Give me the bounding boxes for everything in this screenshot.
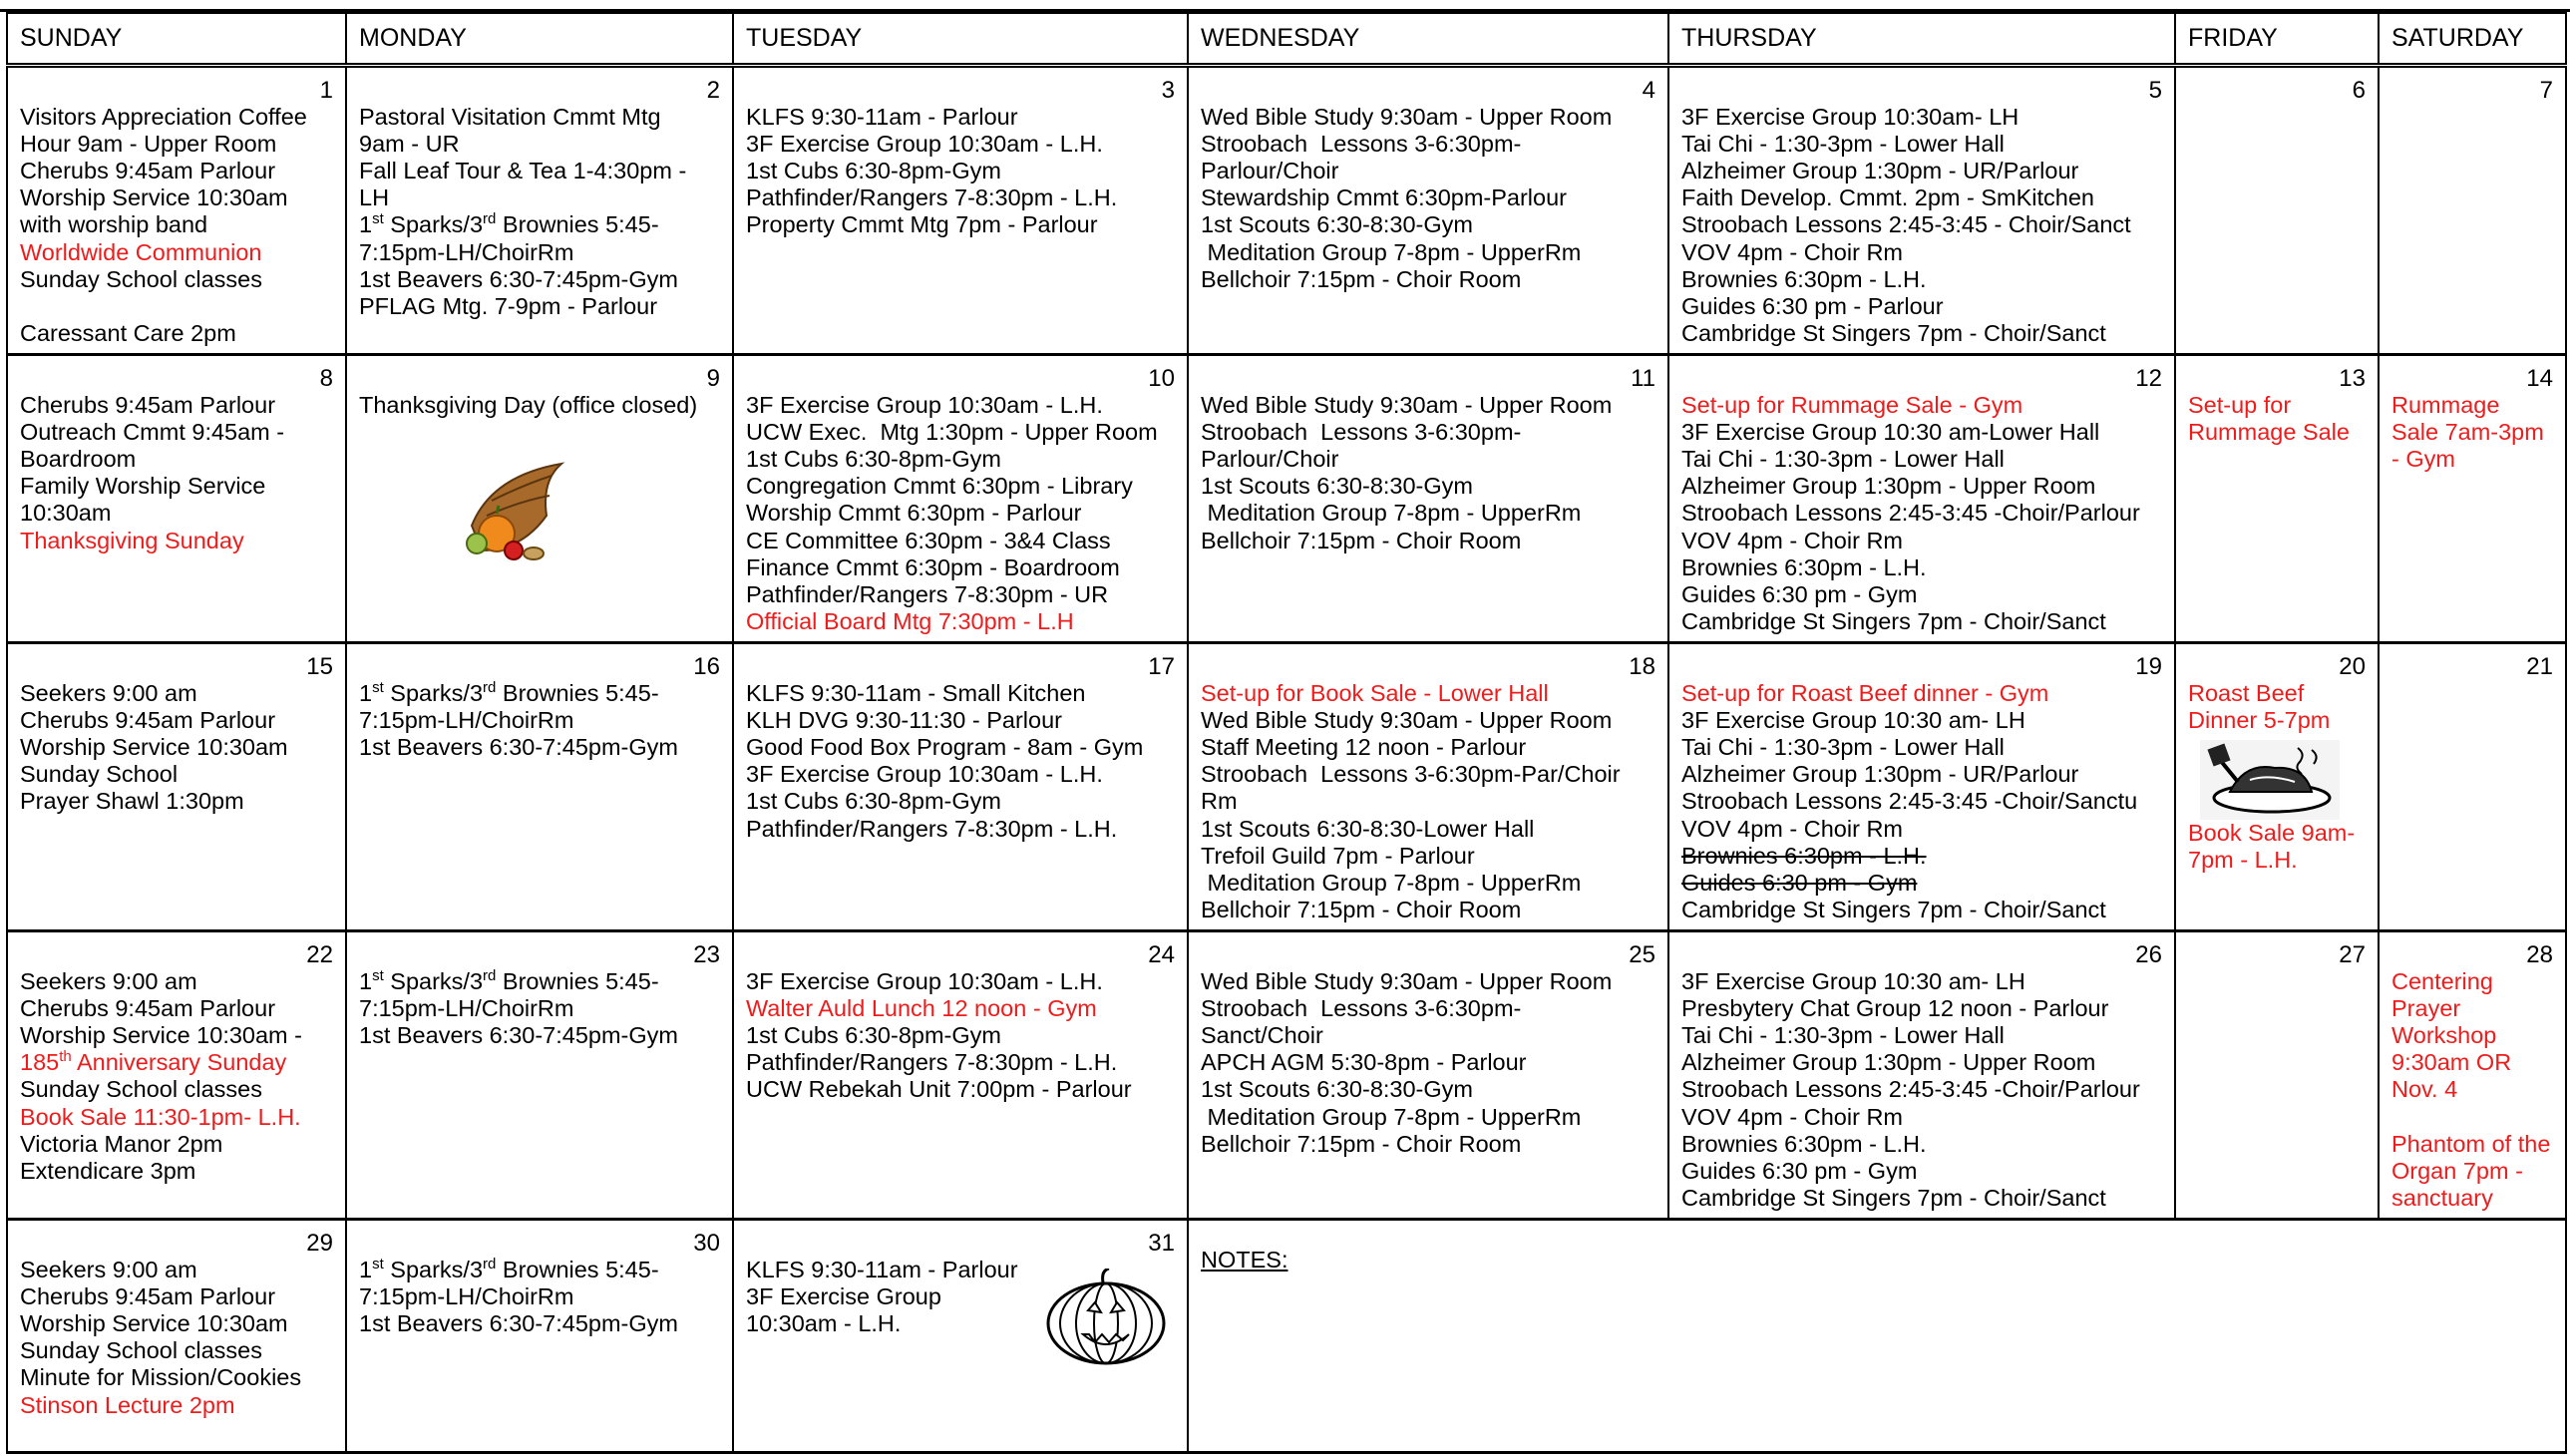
day-cell: [2175, 642, 2379, 930]
day-header-friday: FRIDAY: [2175, 13, 2379, 65]
calendar-event: Stinson Lecture 2pm: [20, 1391, 235, 1418]
calendar-event: Cambridge St Singers 7pm - Choir/Sanct: [1681, 897, 2106, 923]
calendar-event: Thanksgiving Day (office closed): [359, 391, 698, 418]
day-number: 23: [693, 940, 720, 968]
calendar-event: Alzheimer Group 1:30pm - Upper Room: [1681, 473, 2096, 500]
calendar-event: KLH DVG 9:30-11:30 - Parlour: [746, 706, 1062, 733]
day-number: 19: [2135, 652, 2162, 680]
calendar-event: Cambridge St Singers 7pm - Choir/Sanct: [1681, 1185, 2106, 1212]
calendar-event: Cherubs 9:45am Parlour: [20, 706, 276, 733]
day-number: 27: [2339, 940, 2366, 968]
calendar-event: Seekers 9:00 am: [20, 1256, 197, 1282]
calendar-event: Staff Meeting 12 noon - Parlour: [1201, 733, 1527, 760]
ordinal-suffix: st: [372, 210, 384, 228]
day-number: 17: [1148, 652, 1175, 680]
calendar-event: KLFS 9:30-11am - Parlour: [746, 1256, 1018, 1282]
event-text: Anniversary Sunday: [71, 1049, 287, 1076]
calendar-event: Sunday School classes: [20, 265, 262, 292]
calendar-week-row: [7, 354, 2566, 642]
calendar-event: Property Cmmt Mtg 7pm - Parlour: [746, 211, 1098, 238]
day-cell: [1668, 354, 2175, 642]
calendar-event: Finance Cmmt 6:30pm - Boardroom: [746, 553, 1120, 580]
calendar-event: - Gym: [2391, 445, 2455, 472]
calendar-event: Stroobach Lessons 2:45-3:45 - Choir/Sanct: [1681, 211, 2131, 238]
day-number: 20: [2339, 652, 2366, 680]
calendar-event: 1st Beavers 6:30-7:45pm-Gym: [359, 733, 678, 760]
calendar-event: Official Board Mtg 7:30pm - L.H: [746, 608, 1074, 635]
calendar-event: Parlour/Choir: [1201, 445, 1339, 472]
calendar-week-row: [7, 65, 2566, 354]
calendar-event: Worship Service 10:30am -: [20, 1021, 302, 1048]
calendar-event: Alzheimer Group 1:30pm - UR/Parlour: [1681, 761, 2079, 788]
calendar-event: 7:15pm-LH/ChoirRm: [359, 1282, 574, 1309]
calendar-event: Sunday School: [20, 761, 179, 788]
day-cell: [7, 65, 346, 354]
calendar-event: 1st Scouts 6:30-8:30-Gym: [1201, 473, 1473, 500]
calendar-event: 3F Exercise Group 10:30 am- LH: [1681, 967, 2025, 994]
day-cell: [7, 354, 346, 642]
day-number: 13: [2339, 364, 2366, 392]
event-text: Sparks/3: [383, 967, 484, 994]
event-text: 1: [359, 1256, 373, 1282]
calendar-event: 10:30am - L.H.: [746, 1309, 902, 1336]
calendar-event: 1st Scouts 6:30-8:30-Lower Hall: [1201, 815, 1535, 842]
calendar-event: Nov. 4: [2391, 1076, 2458, 1103]
calendar-event: Worship Service 10:30am: [20, 733, 288, 760]
calendar-event: 1st Scouts 6:30-8:30-Gym: [1201, 211, 1473, 238]
day-cell: [733, 354, 1188, 642]
day-number: 29: [306, 1229, 333, 1257]
roast-dinner-picture: [2188, 734, 2368, 820]
day-cell: [7, 642, 346, 930]
event-text: Sparks/3: [383, 679, 484, 706]
calendar-event: 1st Scouts 6:30-8:30-Gym: [1201, 1076, 1473, 1103]
day-number: 14: [2526, 364, 2553, 392]
calendar-event: Sanct/Choir: [1201, 1021, 1323, 1048]
calendar-event: Brownies 6:30pm - L.H.: [1681, 842, 1927, 869]
calendar-event: Trefoil Guild 7pm - Parlour: [1201, 842, 1475, 869]
cornucopia-icon: [452, 456, 581, 565]
day-cell: [1188, 642, 1668, 930]
day-cell: [1188, 930, 1668, 1219]
event-text: 1: [359, 967, 373, 994]
calendar-event: 3F Exercise Group 10:30 am- LH: [1681, 706, 2025, 733]
calendar-event: VOV 4pm - Choir Rm: [1681, 1103, 1903, 1130]
day-cell: [346, 354, 733, 642]
calendar-event: Sale 7am-3pm: [2391, 418, 2544, 445]
calendar-event: Set-up for Book Sale - Lower Hall: [1201, 679, 1549, 706]
calendar-event: 7pm - L.H.: [2188, 847, 2298, 874]
day-cell: [346, 1219, 733, 1452]
day-cell: [733, 1219, 1188, 1452]
day-cell: [733, 65, 1188, 354]
day-number: 16: [693, 652, 720, 680]
calendar-event: with worship band: [20, 211, 208, 238]
calendar-event: KLFS 9:30-11am - Small Kitchen: [746, 679, 1086, 706]
calendar-event: 7:15pm-LH/ChoirRm: [359, 706, 574, 733]
calendar-event: Hour 9am - Upper Room: [20, 130, 277, 157]
calendar-event: Meditation Group 7-8pm - UpperRm: [1201, 500, 1582, 527]
calendar-event: Caressant Care 2pm: [20, 319, 236, 346]
calendar-event: Worship Cmmt 6:30pm - Parlour: [746, 500, 1082, 527]
calendar-event: Wed Bible Study 9:30am - Upper Room: [1201, 706, 1613, 733]
calendar-event: 1st Cubs 6:30-8pm-Gym: [746, 445, 1001, 472]
calendar-event: Cherubs 9:45am Parlour: [20, 1282, 276, 1309]
day-cell: [346, 65, 733, 354]
calendar-event: Guides 6:30 pm - Gym: [1681, 1157, 1918, 1184]
day-cell: [2379, 642, 2566, 930]
calendar-event: LH: [359, 184, 390, 211]
calendar-event: Victoria Manor 2pm: [20, 1130, 223, 1157]
calendar-event: 3F Exercise Group 10:30 am-Lower Hall: [1681, 418, 2100, 445]
day-cell: [2379, 930, 2566, 1219]
calendar-event: Set-up for Roast Beef dinner - Gym: [1681, 679, 2049, 706]
calendar-event: Seekers 9:00 am: [20, 679, 197, 706]
calendar-event: Prayer: [2391, 994, 2461, 1021]
calendar-event: Bellchoir 7:15pm - Choir Room: [1201, 265, 1522, 292]
day-cell: [733, 930, 1188, 1219]
calendar-event: Wed Bible Study 9:30am - Upper Room: [1201, 391, 1613, 418]
calendar-event: Centering: [2391, 967, 2493, 994]
day-number: 26: [2135, 940, 2162, 968]
notes-label: NOTES:: [1201, 1246, 1288, 1273]
day-number: 1: [319, 76, 333, 104]
calendar-event: VOV 4pm - Choir Rm: [1681, 815, 1903, 842]
calendar-event: [2391, 1104, 2555, 1131]
calendar-event: Extendicare 3pm: [20, 1157, 196, 1184]
day-cell: [1668, 930, 2175, 1219]
calendar-event: [359, 1257, 722, 1283]
ordinal-suffix: st: [372, 1255, 384, 1273]
day-cell: [2175, 65, 2379, 354]
calendar-event: Cherubs 9:45am Parlour: [20, 157, 276, 183]
day-cell: [2379, 65, 2566, 354]
calendar-event: Bellchoir 7:15pm - Choir Room: [1201, 527, 1522, 553]
pumpkin-picture: [1043, 1269, 1169, 1373]
calendar-event: Book Sale 9am-: [2188, 819, 2356, 846]
calendar-event: 3F Exercise Group 10:30am - L.H.: [746, 391, 1103, 418]
calendar-event: Sunday School classes: [20, 1337, 262, 1364]
day-cell: [1668, 642, 2175, 930]
calendar-event: 3F Exercise Group 10:30am - L.H.: [746, 967, 1103, 994]
day-cell: [2175, 354, 2379, 642]
calendar-event: 1st Cubs 6:30-8pm-Gym: [746, 157, 1001, 183]
calendar-event: Alzheimer Group 1:30pm - UR/Parlour: [1681, 157, 2079, 183]
ordinal-suffix: th: [59, 1048, 72, 1066]
calendar-event: Brownies 6:30pm - L.H.: [1681, 553, 1927, 580]
calendar-event: [359, 968, 722, 995]
calendar-event: Tai Chi - 1:30-3pm - Lower Hall: [1681, 1021, 2005, 1048]
calendar-event: Sunday School classes: [20, 1076, 262, 1103]
day-number: 4: [1642, 76, 1655, 104]
calendar-event: APCH AGM 5:30-8pm - Parlour: [1201, 1049, 1527, 1076]
calendar-event: Walter Auld Lunch 12 noon - Gym: [746, 994, 1097, 1021]
calendar-event: Cherubs 9:45am Parlour: [20, 994, 276, 1021]
ordinal-suffix: rd: [483, 678, 497, 696]
day-number: 21: [2526, 652, 2553, 680]
calendar-event: Parlour/Choir: [1201, 157, 1339, 183]
calendar-event: Cambridge St Singers 7pm - Choir/Sanct: [1681, 320, 2106, 347]
event-text: 1: [359, 679, 373, 706]
calendar-event: Thanksgiving Sunday: [20, 527, 244, 553]
day-cell: [2175, 930, 2379, 1219]
calendar-event: 1st Beavers 6:30-7:45pm-Gym: [359, 265, 678, 292]
calendar-event: Family Worship Service: [20, 473, 266, 500]
day-cell: [7, 1219, 346, 1452]
calendar-event: Meditation Group 7-8pm - UpperRm: [1201, 1103, 1582, 1130]
calendar-event: [20, 293, 335, 320]
event-text: Brownies 5:45-: [496, 1256, 659, 1282]
calendar-event: Pathfinder/Rangers 7-8:30pm - L.H.: [746, 184, 1118, 211]
roast-dinner-icon: [2200, 740, 2340, 820]
day-header-wednesday: WEDNESDAY: [1188, 13, 1668, 65]
calendar-event: Stroobach Lessons 2:45-3:45 -Choir/Parlour: [1681, 1076, 2140, 1103]
calendar-event: Worship Service 10:30am: [20, 1309, 288, 1336]
calendar-event: Tai Chi - 1:30-3pm - Lower Hall: [1681, 733, 2005, 760]
calendar-event: Wed Bible Study 9:30am - Upper Room: [1201, 967, 1613, 994]
calendar-event: Bellchoir 7:15pm - Choir Room: [1201, 897, 1522, 923]
calendar-event: Boardroom: [20, 445, 137, 472]
calendar-event: Stroobach Lessons 3-6:30pm-: [1201, 994, 1522, 1021]
day-header-tuesday: TUESDAY: [733, 13, 1188, 65]
calendar-event: 1st Beavers 6:30-7:45pm-Gym: [359, 1309, 678, 1336]
calendar-event: CE Committee 6:30pm - 3&4 Class: [746, 527, 1111, 553]
calendar-event: Roast Beef: [2188, 679, 2305, 706]
day-header-sunday: SUNDAY: [7, 13, 346, 65]
day-cell: [1188, 65, 1668, 354]
day-number: 6: [2352, 76, 2366, 104]
calendar-event: 3F Exercise Group 10:30am - L.H.: [746, 761, 1103, 788]
day-number: 22: [306, 940, 333, 968]
day-number: 3: [1161, 76, 1175, 104]
ordinal-suffix: rd: [483, 210, 497, 228]
ordinal-suffix: rd: [483, 966, 497, 984]
calendar-event: Pathfinder/Rangers 7-8:30pm - L.H.: [746, 1049, 1118, 1076]
calendar-event: Alzheimer Group 1:30pm - Upper Room: [1681, 1049, 2096, 1076]
day-cell: [2379, 354, 2566, 642]
calendar-event: UCW Rebekah Unit 7:00pm - Parlour: [746, 1076, 1132, 1103]
day-number: 5: [2148, 76, 2162, 104]
calendar-event: Presbytery Chat Group 12 noon - Parlour: [1681, 994, 2109, 1021]
calendar-event: 3F Exercise Group: [746, 1282, 941, 1309]
day-number: 8: [319, 364, 333, 392]
calendar-event: Seekers 9:00 am: [20, 967, 197, 994]
calendar-event: VOV 4pm - Choir Rm: [1681, 527, 1903, 553]
event-text: Sparks/3: [383, 211, 484, 238]
calendar-event: 3F Exercise Group 10:30am- LH: [1681, 103, 2019, 130]
day-header-thursday: THURSDAY: [1668, 13, 2175, 65]
calendar-event: Guides 6:30 pm - Gym: [1681, 869, 1918, 896]
day-header-monday: MONDAY: [346, 13, 733, 65]
calendar-event: 1st Cubs 6:30-8pm-Gym: [746, 1021, 1001, 1048]
calendar-event: Brownies 6:30pm - L.H.: [1681, 265, 1927, 292]
calendar-event: Cherubs 9:45am Parlour: [20, 391, 276, 418]
calendar-event: Outreach Cmmt 9:45am -: [20, 418, 285, 445]
ordinal-suffix: rd: [483, 1255, 497, 1273]
calendar-week-row: [7, 642, 2566, 930]
calendar-event: KLFS 9:30-11am - Parlour: [746, 103, 1018, 130]
calendar-event: Rummage: [2391, 391, 2500, 418]
calendar-event: Meditation Group 7-8pm - UpperRm: [1201, 238, 1582, 265]
event-text: 1: [359, 211, 373, 238]
calendar-event: Good Food Box Program - 8am - Gym: [746, 733, 1144, 760]
calendar-event: Stroobach Lessons 3-6:30pm-: [1201, 130, 1522, 157]
event-text: Brownies 5:45-: [496, 211, 659, 238]
calendar-event: Stewardship Cmmt 6:30pm-Parlour: [1201, 184, 1567, 211]
calendar-event: Organ 7pm -: [2391, 1157, 2523, 1184]
calendar-event: Stroobach Lessons 3-6:30pm-: [1201, 418, 1522, 445]
calendar-event: Worldwide Communion: [20, 238, 262, 265]
calendar-event: Stroobach Lessons 3-6:30pm-Par/Choir: [1201, 761, 1621, 788]
calendar-event: 1st Cubs 6:30-8pm-Gym: [746, 788, 1001, 815]
day-number: 24: [1148, 940, 1175, 968]
calendar-event: Faith Develop. Cmmt. 2pm - SmKitchen: [1681, 184, 2094, 211]
day-number: 25: [1629, 940, 1655, 968]
calendar-event: Brownies 6:30pm - L.H.: [1681, 1130, 1927, 1157]
calendar-event: 7:15pm-LH/ChoirRm: [359, 238, 574, 265]
calendar-event: Pathfinder/Rangers 7-8:30pm - UR: [746, 580, 1109, 607]
pumpkin-icon: [1043, 1269, 1169, 1368]
calendar-event: Book Sale 11:30-1pm- L.H.: [20, 1103, 301, 1130]
day-cell: [733, 642, 1188, 930]
calendar-event: UCW Exec. Mtg 1:30pm - Upper Room: [746, 418, 1158, 445]
calendar-event: Pathfinder/Rangers 7-8:30pm - L.H.: [746, 815, 1118, 842]
day-number: 11: [1631, 364, 1655, 392]
calendar-event: Rm: [1201, 788, 1238, 815]
day-number: 30: [693, 1229, 720, 1257]
calendar-event: Prayer Shawl 1:30pm: [20, 788, 244, 815]
calendar-event: PFLAG Mtg. 7-9pm - Parlour: [359, 292, 658, 319]
calendar-event: Fall Leaf Tour & Tea 1-4:30pm -: [359, 157, 687, 183]
calendar-event: Congregation Cmmt 6:30pm - Library: [746, 473, 1133, 500]
monthly-calendar: [6, 12, 2567, 1454]
event-text: Brownies 5:45-: [496, 967, 659, 994]
day-number: 10: [1148, 364, 1175, 392]
day-header-saturday: SATURDAY: [2379, 13, 2566, 65]
cornucopia-picture: [452, 456, 581, 570]
calendar-event: 10:30am: [20, 500, 112, 527]
calendar-event: Bellchoir 7:15pm - Choir Room: [1201, 1130, 1522, 1157]
day-number: 31: [1148, 1229, 1175, 1257]
calendar-event: Pastoral Visitation Cmmt Mtg: [359, 103, 661, 130]
calendar-event: sanctuary: [2391, 1184, 2493, 1211]
calendar-event: Set-up for Rummage Sale - Gym: [1681, 391, 2023, 418]
calendar-event: [20, 1049, 335, 1076]
day-number: 28: [2526, 940, 2553, 968]
calendar-event: Workshop: [2391, 1021, 2497, 1048]
calendar-event: Guides 6:30 pm - Parlour: [1681, 292, 1944, 319]
ordinal-suffix: st: [372, 966, 384, 984]
day-number: 18: [1629, 652, 1655, 680]
calendar-event: 9:30am OR: [2391, 1049, 2512, 1076]
day-number: 7: [2539, 76, 2553, 104]
calendar-event: Visitors Appreciation Coffee: [20, 103, 307, 130]
calendar-event: Guides 6:30 pm - Gym: [1681, 580, 1918, 607]
calendar-event: VOV 4pm - Choir Rm: [1681, 238, 1903, 265]
weekday-header-row: [7, 13, 2566, 65]
day-number: 9: [706, 364, 720, 392]
day-cell: [7, 930, 346, 1219]
calendar-event: Dinner 5-7pm: [2188, 706, 2331, 733]
calendar-event: Tai Chi - 1:30-3pm - Lower Hall: [1681, 130, 2005, 157]
calendar-event: Wed Bible Study 9:30am - Upper Room: [1201, 103, 1613, 130]
event-text: Brownies 5:45-: [496, 679, 659, 706]
calendar-event: Stroobach Lessons 2:45-3:45 -Choir/Parlour: [1681, 500, 2140, 527]
calendar-event: Rummage Sale: [2188, 418, 2350, 445]
ordinal-suffix: st: [372, 678, 384, 696]
notes-cell: [1188, 1219, 2566, 1452]
calendar-event: [359, 680, 722, 707]
day-number: 12: [2135, 364, 2162, 392]
event-text: Sparks/3: [383, 1256, 484, 1282]
day-cell: [346, 642, 733, 930]
calendar-event: Minute for Mission/Cookies: [20, 1364, 302, 1391]
day-number: 2: [706, 76, 720, 104]
calendar-event: 7:15pm-LH/ChoirRm: [359, 994, 574, 1021]
calendar-event: 1st Beavers 6:30-7:45pm-Gym: [359, 1021, 678, 1048]
day-cell: [346, 930, 733, 1219]
day-number: 15: [306, 652, 333, 680]
calendar-event: 9am - UR: [359, 130, 460, 157]
calendar-event: Meditation Group 7-8pm - UpperRm: [1201, 869, 1582, 896]
calendar-event: Tai Chi - 1:30-3pm - Lower Hall: [1681, 445, 2005, 472]
day-cell: [1668, 65, 2175, 354]
calendar-event: [359, 211, 722, 238]
calendar-event: Stroobach Lessons 2:45-3:45 -Choir/Sanctu: [1681, 788, 2138, 815]
calendar-event: Phantom of the: [2391, 1130, 2551, 1157]
calendar-week-row: [7, 930, 2566, 1219]
calendar-event: Set-up for: [2188, 391, 2292, 418]
event-text: 185: [20, 1049, 60, 1076]
calendar-event: Worship Service 10:30am: [20, 184, 288, 211]
day-cell: [1188, 354, 1668, 642]
calendar-week-row: [7, 1219, 2566, 1452]
calendar-event: 3F Exercise Group 10:30am - L.H.: [746, 130, 1103, 157]
calendar-event: Cambridge St Singers 7pm - Choir/Sanct: [1681, 608, 2106, 635]
